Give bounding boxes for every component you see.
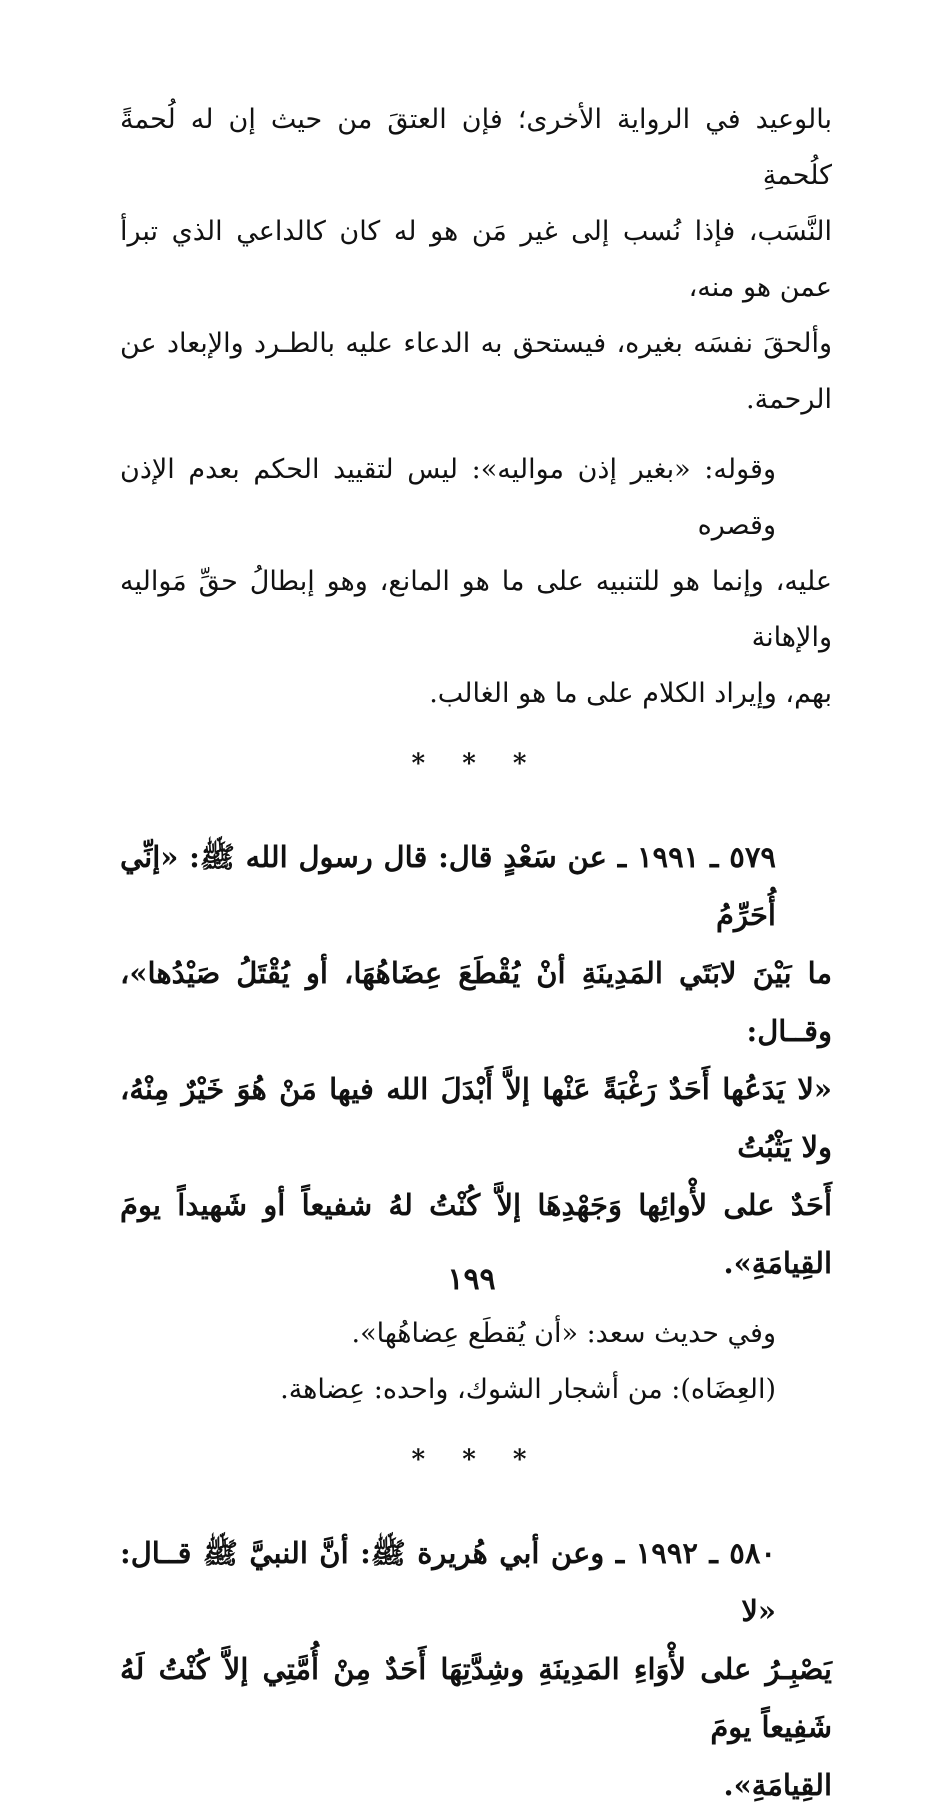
text-line: بالوعيد في الرواية الأخرى؛ فإن العتقَ من حيث إن له لُحمةً كلُحمةِ bbox=[120, 104, 832, 191]
section-separator: * * * bbox=[411, 749, 541, 779]
text-line: (العِضَاه): من أشجار الشوك، واحده: عِضاهة. bbox=[280, 1374, 776, 1405]
hadith-580 bbox=[120, 1524, 832, 1814]
hadith-579-notes bbox=[120, 1306, 832, 1418]
text-line: عليه، وإنما هو للتنبيه على ما هو المانع، وهو إبطالُ حقِّ مَواليه والإهانة bbox=[120, 566, 832, 653]
text-line: يَصْبِـرُ على لأْوَاءِ المَدِينَةِ وشِدَّتِهَا أَحَدٌ مِنْ أُمَّتِي إلاَّ كُنْتُ لَهُ شَفِيعاً يومَ bbox=[120, 1652, 832, 1744]
commentary-paragraph-1 bbox=[120, 92, 832, 428]
text-line: ٥٨٠ ـ ١٩٩٢ ـ وعن أبي هُريرة ﷺ: أنَّ النبيَّ ﷺ قــال: «لا bbox=[120, 1536, 776, 1628]
page-number: ١٩٩ bbox=[447, 1262, 496, 1297]
section-separator: * * * bbox=[411, 1445, 541, 1475]
commentary-paragraph-2 bbox=[120, 442, 832, 722]
text-line: القِيامَةِ». bbox=[723, 1768, 832, 1802]
text-line: بهم، وإيراد الكلام على ما هو الغالب. bbox=[429, 678, 832, 709]
text-line: النَّسَب، فإذا نُسب إلى غير مَن هو له كان كالداعي الذي تبرأ عمن هو منه، bbox=[120, 216, 832, 303]
text-line: وألحقَ نفسَه بغيره، فيستحق به الدعاء عليه بالطـرد والإبعاد عن الرحمة. bbox=[120, 328, 832, 415]
text-line: وقوله: «بغير إذن مواليه»: ليس لتقييد الحكم بعدم الإذن وقصره bbox=[120, 454, 776, 541]
text-line: «لا يَدَعُها أَحَدٌ رَغْبَةً عَنْها إلاَّ أَبْدَلَ الله فيها مَنْ هُوَ خَيْرٌ مِنْهُ، ولا يَثْبُتُ bbox=[120, 1072, 832, 1164]
text-line: وفي حديث سعد: «أن يُقطَع عِضاهُها». bbox=[351, 1318, 776, 1349]
text-line: ما بَيْنَ لابَتَي المَدِينَةِ أنْ يُقْطَعَ عِضَاهُهَا، أو يُقْتَلُ صَيْدُها»، وقــال: bbox=[120, 956, 832, 1048]
page-body bbox=[120, 92, 832, 1814]
hadith-579 bbox=[120, 828, 832, 1292]
text-line: أَحَدٌ على لأْوائِها وَجَهْدِهَا إلاَّ كُنْتُ لهُ شفيعاً أو شَهيداً يومَ القِيامَةِ». bbox=[120, 1188, 832, 1280]
text-line: ٥٧٩ ـ ١٩٩١ ـ عن سَعْدٍ قال: قال رسول الله ﷺ: «إنِّي أُحَرِّمُ bbox=[120, 840, 776, 932]
